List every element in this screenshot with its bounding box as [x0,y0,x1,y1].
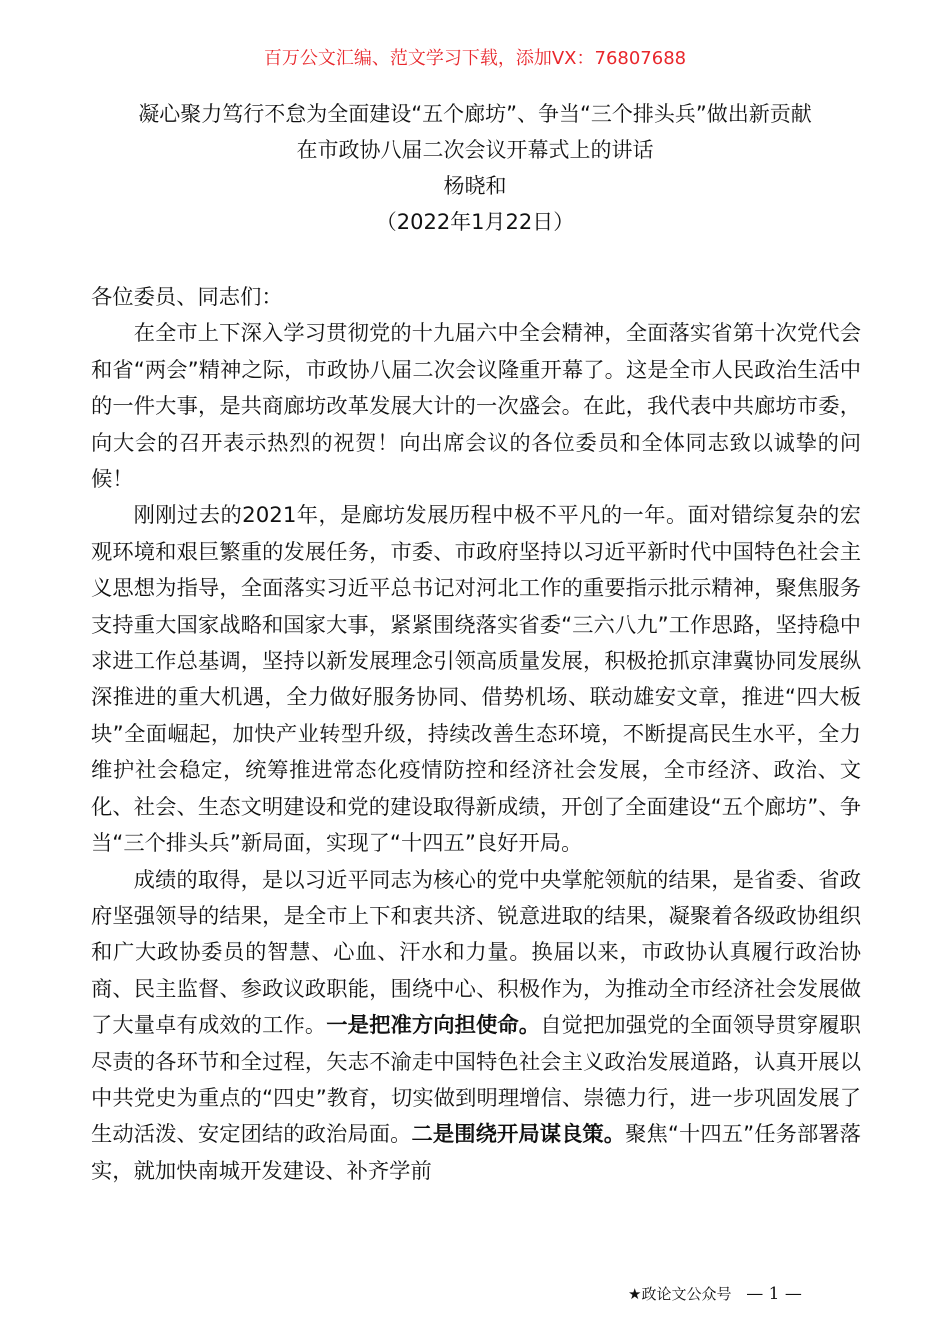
paragraph-2: 刚刚过去的2021年，是廊坊发展历程中极不平凡的一年。面对错综复杂的宏观环境和艰巨繁重的发展任务，市委、市政府坚持以习近平新时代中国特色社会主义思想为指导，全面落实习近平总书记对河北工作的重要指示批示精神，聚焦服务支持重大国家战略和国家大事，紧紧围绕落实省委“三六八九”工作思路，坚持稳中求进工作总基调，坚持以新发展理念引领高质量发展，积极抢抓京津冀协同发展纵深推进的重大机遇，全力做好服务协同、借势机场、联动雄安文章，推进“四大板块”全面崛起，加快产业转型升级，持续改善生态环境，不断提高民生水平，全力维护社会稳定，统筹推进常态化疫情防控和经济社会发展，全市经济、政治、文化、社会、生态文明建设和党的建设取得新成绩，开创了全面建设“五个廊坊”、争当“三个排头兵”新局面，实现了“十四五”良好开局。 [91,503,861,857]
paragraph-3-text-d: 聚焦“十四五”任务部署落实，就加快南城开发建设、补齐学前 [91,1122,861,1184]
watermark-banner: 百万公文汇编、范文学习下载，添加VX：76807688 [263,48,687,69]
document-title: 凝心聚力笃行不怠为全面建设“五个廊坊”、争当“三个排头兵”做出新贡献 [138,102,812,126]
salutation: 各位委员、同志们： [91,285,283,310]
paragraph-3-text-c: 自觉把加强党的全面领导贯穿履职尽责的各环节和全过程，矢志不渝走中国特色社会主义政治发展道路，认真开展以中共党史为重点的“四史”教育，切实做到明理增信、崇德力行，进一步巩固发展了生动活泼、安定团结的政治局面。 [91,1013,861,1148]
bold-point-2: 二是围绕开局谋良策。 [411,1122,626,1148]
page-footer [628,1282,802,1306]
bold-point-1: 一是把准方向担使命。 [326,1013,541,1039]
page-number: — 1 — [746,1284,802,1304]
document-body [91,280,861,1190]
paragraph-3-text-a: 成绩的取得，是以习近平同志为核心的党中央掌舵领航的结果，是省委、省政府坚强领导的结果，是全市上下和衷共济、锐意进取的结果，凝聚着各级政协组织和广大政协委员的智慧、心血、汗水和力量。换届以来，市政协认真履行政治协商、民主监督、参政议政职能，围绕中心、积极作为，为推动全市经济社会发展做了大量卓有成效的工作。 [91,867,861,1039]
document-date: （2022年1月22日） [375,210,575,234]
document-author: 杨晓和 [443,174,507,198]
paragraph-1: 在全市上下深入学习贯彻党的十九届六中全会精神，全面落实省第十次党代会和省“两会”精神之际，市政协八届二次会议隆重开幕了。这是全市人民政治生活中的一件大事，是共商廊坊改革发展大计的一次盛会。在此，我代表中共廊坊市委，向大会的召开表示热烈的祝贺！向出席会议的各位委员和全体同志致以诚挚的问候！ [91,321,861,493]
document-header [0,96,950,240]
footer-source: ★政论文公众号 [628,1285,732,1303]
paragraph-3 [91,863,861,1191]
document-subtitle: 在市政协八届二次会议开幕式上的讲话 [296,138,654,162]
